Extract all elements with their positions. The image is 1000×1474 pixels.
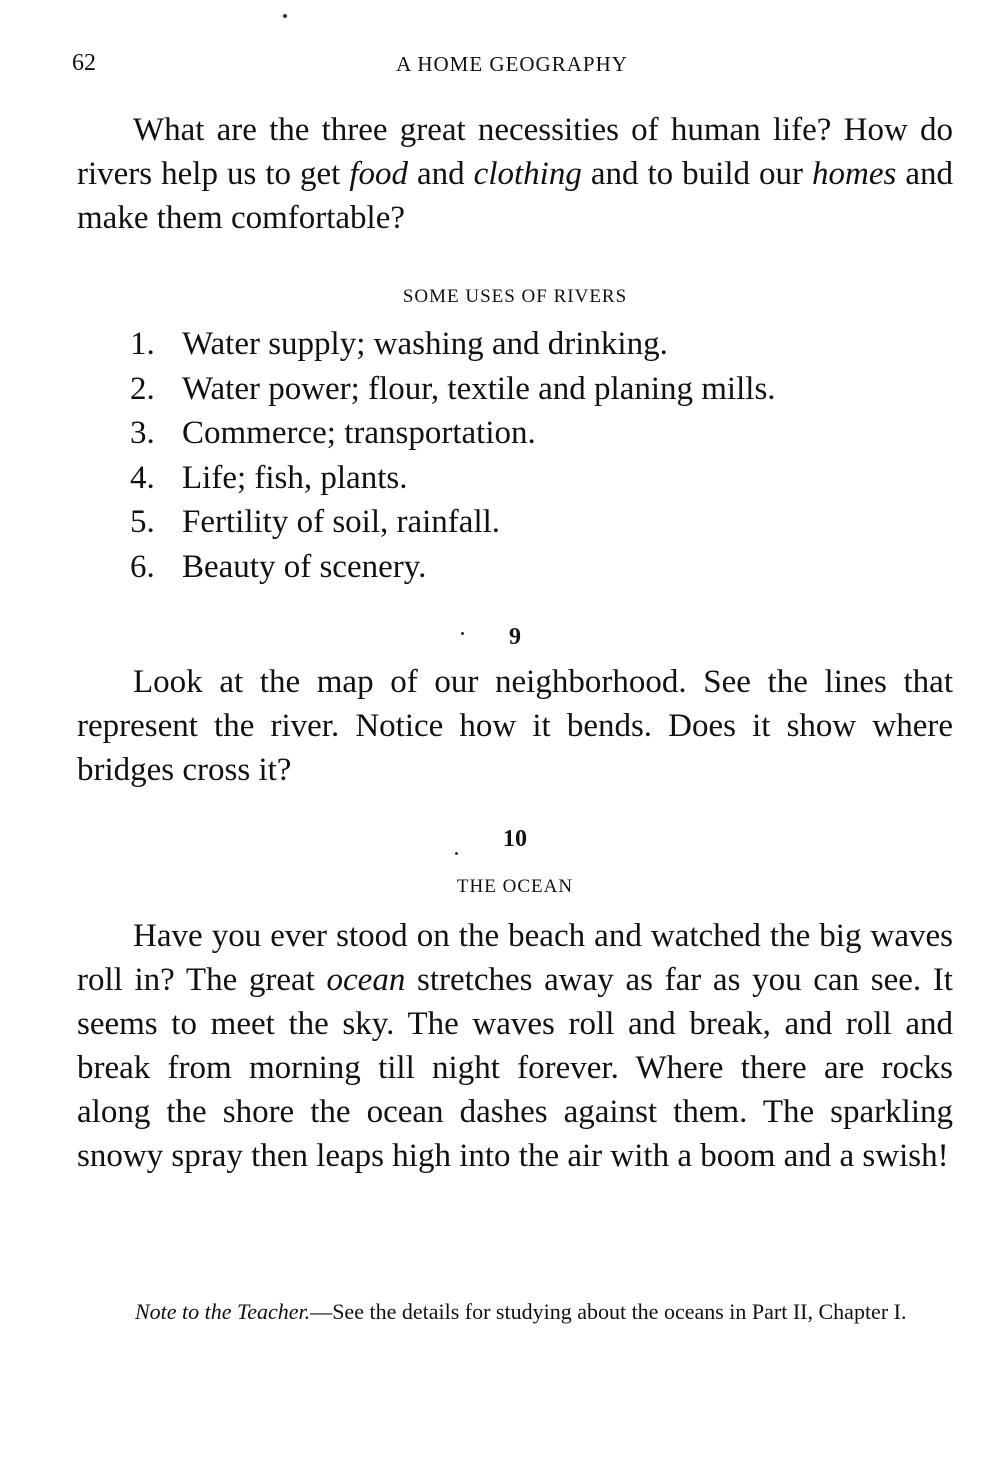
intro-homes-word: homes: [812, 156, 897, 192]
intro-text-4: and make them comfortable?: [77, 156, 953, 236]
rivers-uses-list: [130, 322, 950, 589]
list-item-text: Life; fish, plants.: [182, 459, 408, 496]
ocean-heading: THE OCEAN: [456, 876, 574, 897]
ink-speck: [283, 14, 287, 18]
teacher-note-label: Note to the Teacher.: [135, 1299, 311, 1324]
list-item: [130, 456, 950, 501]
list-item: [130, 500, 950, 545]
ocean-word: ocean: [326, 962, 406, 998]
list-item-text: Commerce; transportation.: [182, 415, 536, 451]
intro-clothing-word: clothing: [473, 156, 582, 192]
list-item: [130, 411, 950, 456]
section-number-10: 10: [503, 826, 527, 852]
list-item-text: Water power; flour, textile and planing mills.: [182, 370, 776, 407]
list-item-text: Beauty of scenery.: [182, 548, 427, 585]
rivers-uses-heading: SOME USES OF RIVERS: [402, 286, 628, 307]
list-item-number: 5.: [130, 504, 155, 540]
teacher-note: [77, 1294, 953, 1330]
list-item: [130, 545, 950, 590]
list-item-number: 3.: [130, 415, 155, 451]
section-number-9: 9: [509, 624, 521, 650]
list-item: [130, 367, 950, 412]
list-item-text: Fertility of soil, rainfall.: [182, 504, 501, 540]
teacher-note-text: —See the details for studying about the oceans in Part II, Chapter I.: [310, 1299, 907, 1324]
intro-paragraph: [77, 108, 953, 240]
list-item-number: 2.: [130, 370, 155, 407]
ocean-text-2: stretches away as far as you can see. It seems to meet the sky. The waves roll and break, and roll and break from morning till night forever. Where there are rocks along the shore the ocean dashes against them. The sparkling snowy spray then leaps high into the air with a boom and a swish!: [77, 962, 953, 1174]
list-item: [130, 322, 950, 367]
ocean-paragraph: [77, 914, 953, 1178]
page-number: 62: [72, 50, 96, 76]
ocean-text-1: Have you ever stood on the beach and watched the big waves roll in? The great: [77, 918, 953, 998]
intro-text-1: What are the three great necessities of human life? How do rivers help us to get: [77, 112, 953, 192]
running-head: [72, 50, 952, 80]
list-item-text: Water supply; washing and drinking.: [182, 326, 668, 362]
list-item-number: 4.: [130, 459, 155, 496]
section-9-paragraph: Look at the map of our neighborhood. See the lines that represent the river. Notice how it bends. Does it show where bridges cross it?: [77, 664, 953, 788]
list-item-number: 6.: [130, 548, 155, 585]
list-item-number: 1.: [130, 326, 155, 362]
intro-text-2: and: [408, 156, 474, 192]
intro-text-3: and to build our: [581, 156, 813, 192]
intro-food-word: food: [349, 156, 408, 192]
book-title: A HOME GEOGRAPHY: [396, 52, 628, 76]
